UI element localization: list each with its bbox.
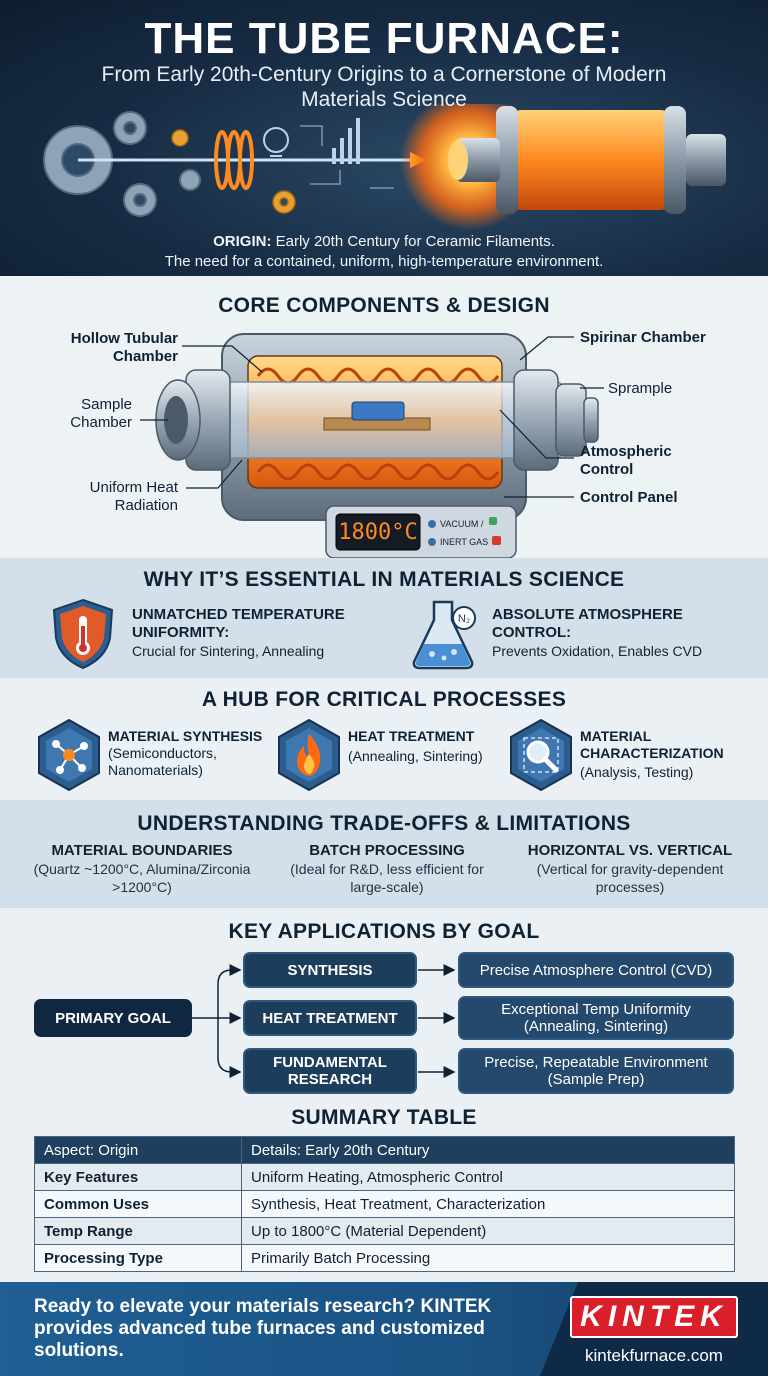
lightbulb-icon	[264, 128, 288, 156]
hero-illustration	[0, 104, 768, 234]
hub-text-characterization: (Analysis, Testing)	[580, 764, 694, 780]
table-cell-value: Up to 1800°C (Material Dependent)	[242, 1218, 735, 1245]
applications-section	[0, 908, 768, 1098]
label-hollow-tubular-chamber: Hollow Tubular Chamber	[70, 330, 178, 365]
inert-gas-label: INERT GAS	[440, 537, 489, 547]
tradeoff-text-3: (Vertical for gravity-dependent processes)	[536, 861, 724, 895]
thermometer-shield-icon	[50, 598, 116, 670]
page-title: THE TUBE FURNACE:	[144, 14, 624, 63]
table-row	[35, 1191, 735, 1218]
label-sample-chamber: Sample Chamber	[70, 396, 132, 431]
table-cell-value: Synthesis, Heat Treatment, Characterization	[242, 1191, 735, 1218]
label-sprample: Sprample	[608, 380, 673, 397]
hub-text-synthesis: (Semiconductors, Nanomaterials)	[108, 745, 217, 778]
why-section-title: WHY IT’S ESSENTIAL IN MATERIALS SCIENCE	[143, 568, 625, 591]
table-cell-value: Primarily Batch Processing	[242, 1245, 735, 1272]
goal-synthesis-node: SYNTHESIS	[243, 952, 417, 988]
summary-section-title: SUMMARY TABLE	[291, 1106, 477, 1129]
gear-icon	[44, 112, 200, 216]
tradeoff-text-2: (Ideal for R&D, less efficient for large-scale)	[290, 861, 484, 895]
tradeoff-material-boundaries	[30, 842, 254, 896]
why-item-temperature	[50, 598, 390, 672]
summary-table-section	[0, 1098, 768, 1282]
origin-text: Early 20th Century for Ceramic Filaments.	[271, 233, 555, 250]
table-cell-key: Common Uses	[35, 1191, 242, 1218]
website-link[interactable]: kintekfurnace.com	[585, 1346, 723, 1365]
bar-graph-icon	[332, 118, 360, 164]
result-synthesis-node: Precise Atmosphere Control (CVD)	[458, 952, 734, 988]
table-cell-key: Temp Range	[35, 1218, 242, 1245]
table-header-row	[35, 1137, 735, 1164]
hub-item-heat-treatment	[276, 718, 506, 792]
footer-cta-banner	[0, 1282, 768, 1376]
vacuum-label: VACUUM /	[440, 519, 484, 529]
hub-item-synthesis	[36, 718, 276, 792]
hub-item-characterization	[508, 718, 758, 792]
flame-icon	[276, 718, 342, 792]
why-heading-temperature: UNMATCHED TEMPERATURE UNIFORMITY:	[132, 606, 345, 641]
label-spirinar-chamber: Spirinar Chamber	[580, 329, 706, 346]
core-components-section	[0, 276, 768, 558]
footer-cta-text: Ready to elevate your materials research? KINTEK provides advanced tube furnaces and customized solutions.	[34, 1296, 492, 1361]
why-text-atmosphere: Prevents Oxidation, Enables CVD	[492, 643, 703, 659]
tradeoffs-section-title: UNDERSTANDING TRADE-OFFS & LIMITATIONS	[137, 812, 631, 835]
tradeoff-heading-2: BATCH PROCESSING	[309, 842, 465, 859]
origin-label: ORIGIN:	[213, 233, 272, 250]
n2-label: N₂	[457, 613, 471, 625]
hero-banner	[0, 0, 768, 276]
tradeoffs-section	[0, 800, 768, 908]
origin-statement	[0, 232, 768, 272]
hub-section-title: A HUB FOR CRITICAL PROCESSES	[201, 688, 567, 711]
hub-heading-heat: HEAT TREATMENT	[348, 728, 475, 744]
label-control-panel: Control Panel	[580, 489, 678, 506]
tradeoff-heading-3: HORIZONTAL VS. VERTICAL	[527, 842, 733, 859]
goal-heat-treatment-node: HEAT TREATMENT	[243, 1000, 417, 1036]
processes-hub-section	[0, 678, 768, 800]
tradeoff-batch-processing	[290, 842, 484, 896]
tradeoff-text-1: (Quartz ~1200°C, Alumina/Zirconia >1200°C)	[33, 861, 251, 895]
table-header-cell: Aspect: Origin	[35, 1137, 242, 1164]
tradeoff-heading-1: MATERIAL BOUNDARIES	[51, 842, 233, 859]
label-atmospheric-control: Atmospheric Control	[580, 443, 672, 478]
page-subtitle: From Early 20th-Century Origins to a Cornerstone of Modern Materials Science	[101, 63, 667, 111]
applications-section-title: KEY APPLICATIONS BY GOAL	[228, 920, 540, 943]
table-header-cell: Details: Early 20th Century	[242, 1137, 735, 1164]
why-essential-section	[0, 558, 768, 678]
flask-n2-icon	[410, 598, 476, 670]
table-row	[35, 1218, 735, 1245]
table-cell-value: Uniform Heating, Atmospheric Control	[242, 1164, 735, 1191]
tradeoff-horizontal-vertical	[512, 842, 748, 896]
why-text-temperature: Crucial for Sintering, Annealing	[132, 643, 325, 659]
table-cell-key: Key Features	[35, 1164, 242, 1191]
table-row	[35, 1164, 735, 1191]
why-item-atmosphere	[410, 598, 750, 672]
magnifier-icon	[508, 718, 574, 792]
temperature-display: 1800°C	[338, 519, 418, 545]
goal-fundamental-research-node: FUNDAMENTAL RESEARCH	[243, 1048, 417, 1094]
primary-goal-node: PRIMARY GOAL	[34, 999, 192, 1037]
hub-heading-synthesis: MATERIAL SYNTHESIS	[108, 728, 263, 744]
result-research-node: Precise, Repeatable Environment (Sample Prep)	[458, 1048, 734, 1094]
summary-table	[34, 1136, 735, 1272]
why-heading-atmosphere: ABSOLUTE ATMOSPHERE CONTROL:	[492, 606, 683, 641]
kintek-logo[interactable]: KINTEK	[570, 1296, 738, 1338]
table-cell-key: Processing Type	[35, 1245, 242, 1272]
core-section-title: CORE COMPONENTS & DESIGN	[218, 294, 550, 317]
hub-heading-characterization: MATERIAL CHARACTERIZATION	[580, 728, 724, 761]
result-heat-treatment-node: Exceptional Temp Uniformity (Annealing, Sintering)	[458, 996, 734, 1040]
hub-text-heat: (Annealing, Sintering)	[348, 748, 483, 764]
label-uniform-heat-radiation: Uniform Heat Radiation	[89, 479, 178, 514]
origin-text-2: The need for a contained, uniform, high-temperature environment.	[164, 253, 604, 270]
molecule-icon	[36, 718, 102, 792]
table-row	[35, 1245, 735, 1272]
